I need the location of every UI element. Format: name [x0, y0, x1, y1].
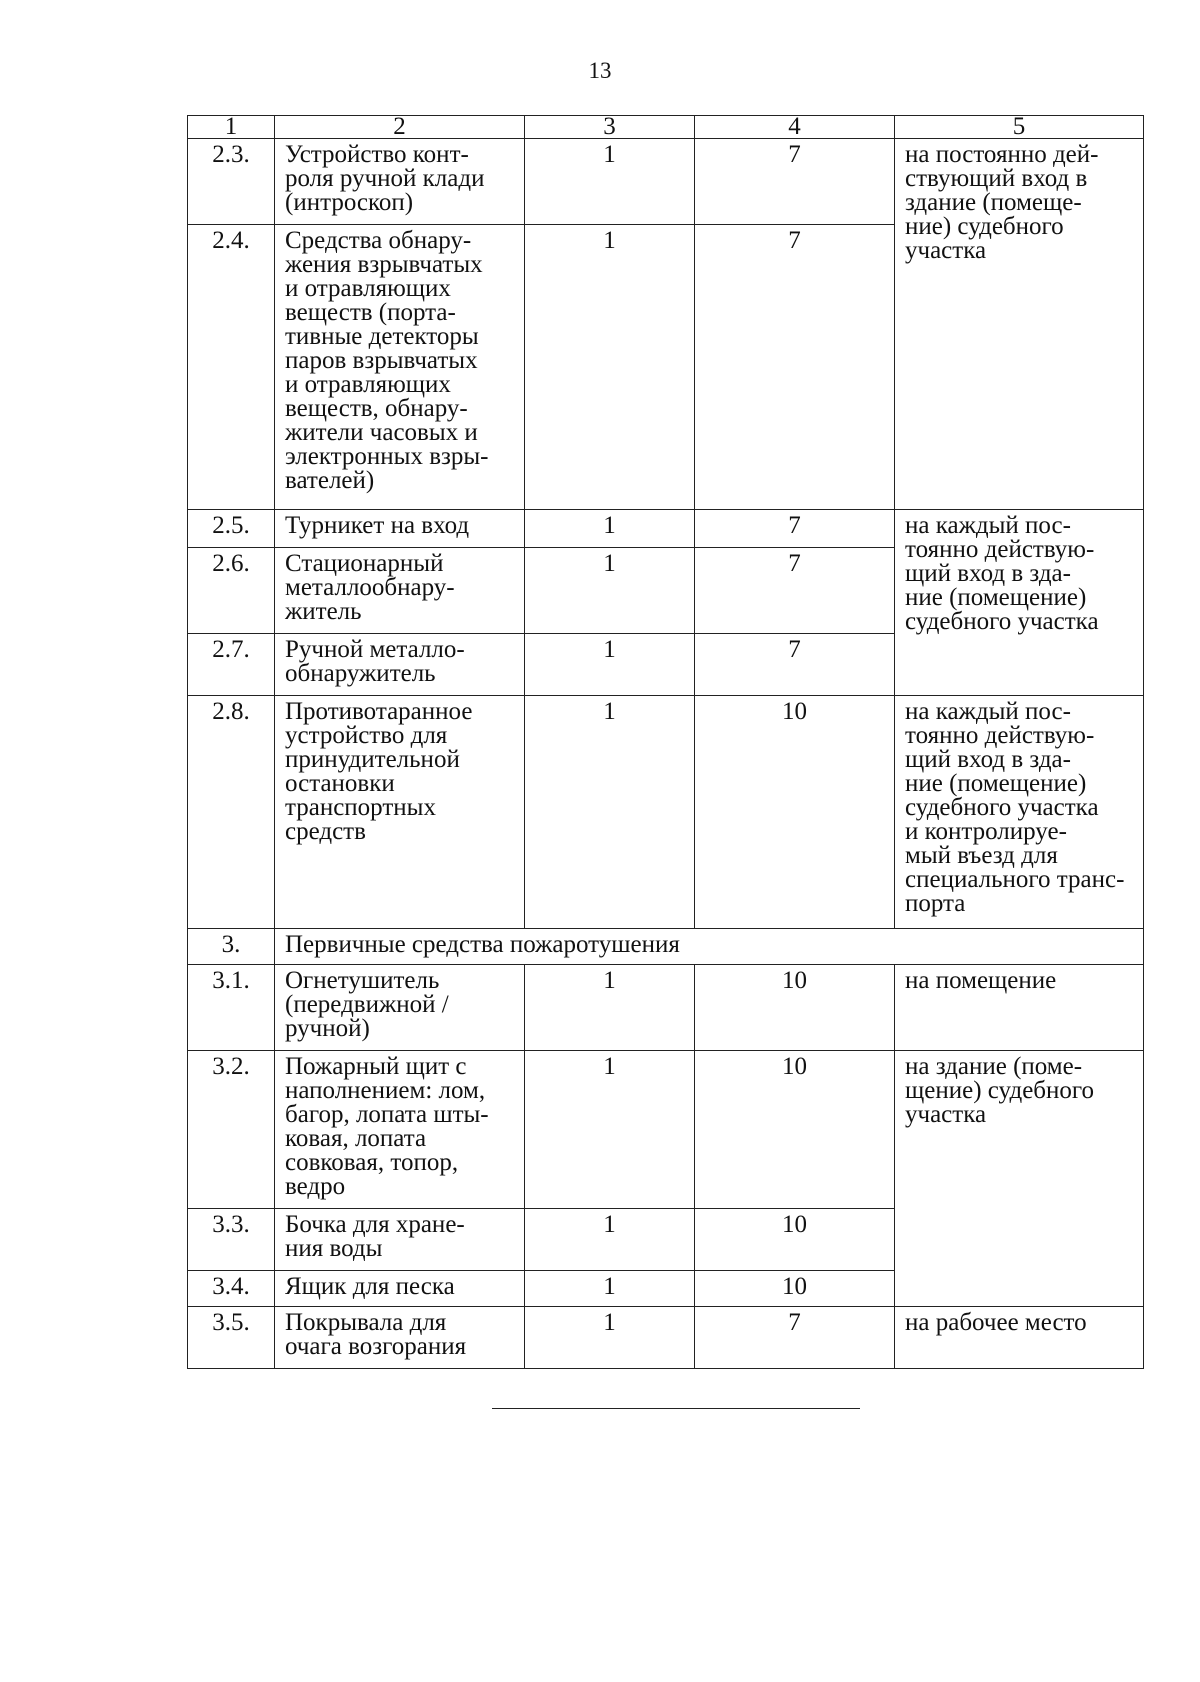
row-term: 7 [695, 510, 895, 548]
row-name-line: наполнением: лом, [285, 1077, 486, 1104]
row-number: 2.3. [188, 139, 275, 225]
row-name-line: средств [285, 818, 366, 845]
note-line: здание (помеще- [905, 189, 1082, 216]
note-line: судебного участка [905, 794, 1099, 821]
row-name-line: транспортных [285, 794, 436, 821]
row-name-line: роля ручной клади [285, 165, 485, 192]
row-term: 7 [695, 634, 895, 696]
footer-rule [492, 1408, 860, 1409]
row-name-line: тивные детекторы [285, 323, 479, 350]
note-line: участка [905, 237, 987, 264]
row-quantity: 1 [525, 965, 695, 1051]
row-name-line: ковая, лопата [285, 1125, 427, 1152]
section-title: Первичные средства пожаротушения [275, 929, 1144, 965]
table-row [188, 510, 1144, 548]
row-name-line: (интроскоп) [285, 189, 414, 216]
header-cell: 2 [275, 116, 525, 139]
row-term: 7 [695, 548, 895, 634]
note-line: тоянно действую- [905, 722, 1095, 749]
section-number: 3. [188, 929, 275, 965]
row-name-line: Ящик для песка [285, 1273, 455, 1300]
row-note [895, 1051, 1144, 1307]
row-name-line: ручной) [285, 1015, 370, 1042]
row-term: 10 [695, 965, 895, 1051]
row-name-line: Противотаранное [285, 698, 473, 725]
row-term: 7 [695, 225, 895, 510]
row-name-line: электронных взры- [285, 443, 489, 470]
row-quantity: 1 [525, 225, 695, 510]
note-line: на каждый пос- [905, 698, 1071, 725]
row-name-line: и отравляющих [285, 371, 451, 398]
row-name-line: устройство для [285, 722, 448, 749]
note-line: на каждый пос- [905, 512, 1071, 539]
row-name-line: очага возгорания [285, 1333, 467, 1360]
note-line: щение) судебного [905, 1077, 1095, 1104]
row-name-line: Средства обнару- [285, 227, 472, 254]
row-term: 10 [695, 1271, 895, 1307]
row-name-line: житель [285, 598, 362, 625]
row-number: 3.3. [188, 1209, 275, 1271]
note-line: на здание (поме- [905, 1053, 1083, 1080]
note-line: тоянно действую- [905, 536, 1095, 563]
row-quantity: 1 [525, 1051, 695, 1209]
row-name-line: вателей) [285, 467, 375, 494]
row-name-line: Устройство конт- [285, 141, 469, 168]
row-name-line: и отравляющих [285, 275, 451, 302]
row-name-line: веществ (порта- [285, 299, 456, 326]
note-line: ние (помещение) [905, 770, 1087, 797]
row-name-line: обнаружитель [285, 660, 436, 687]
row-name-line: багор, лопата шты- [285, 1101, 489, 1128]
row-number: 3.5. [188, 1307, 275, 1369]
row-note [895, 696, 1144, 929]
row-term: 10 [695, 1209, 895, 1271]
row-name [275, 634, 525, 696]
row-term: 7 [695, 1307, 895, 1369]
row-name-line: Покрывала для [285, 1309, 447, 1336]
note-line: и контролируе- [905, 818, 1067, 845]
note-line: участка [905, 1101, 987, 1128]
note-line: ствующий вход в [905, 165, 1088, 192]
row-quantity: 1 [525, 1209, 695, 1271]
table-row [188, 1051, 1144, 1209]
row-name-line: веществ, обнару- [285, 395, 468, 422]
header-cell: 5 [895, 116, 1144, 139]
table-row [188, 139, 1144, 225]
note-line: на рабочее место [905, 1309, 1087, 1336]
row-note [895, 1307, 1144, 1369]
row-name-line: (передвижной / [285, 991, 449, 1018]
row-name-line: Пожарный щит с [285, 1053, 467, 1080]
header-cell: 3 [525, 116, 695, 139]
row-name-line: принудительной [285, 746, 460, 773]
equipment-table [187, 115, 1144, 1369]
row-number: 2.6. [188, 548, 275, 634]
row-quantity: 1 [525, 139, 695, 225]
header-cell: 1 [188, 116, 275, 139]
row-name-line: ния воды [285, 1235, 383, 1262]
row-name-line: жения взрывчатых [285, 251, 483, 278]
row-note [895, 965, 1144, 1051]
row-term: 10 [695, 1051, 895, 1209]
note-line: на помещение [905, 967, 1057, 994]
row-number: 3.1. [188, 965, 275, 1051]
row-name-line: паров взрывчатых [285, 347, 478, 374]
row-name-line: совковая, топор, [285, 1149, 459, 1176]
note-line: специального транс- [905, 866, 1125, 893]
row-term: 7 [695, 139, 895, 225]
row-name [275, 965, 525, 1051]
row-name [275, 548, 525, 634]
row-number: 2.5. [188, 510, 275, 548]
table-row [188, 696, 1144, 929]
table-row [188, 965, 1144, 1051]
row-quantity: 1 [525, 510, 695, 548]
row-term: 10 [695, 696, 895, 929]
section-row [188, 929, 1144, 965]
row-name [275, 510, 525, 548]
row-quantity: 1 [525, 548, 695, 634]
table-header-row [188, 116, 1144, 139]
row-quantity: 1 [525, 634, 695, 696]
table-row [188, 1307, 1144, 1369]
row-name [275, 225, 525, 510]
row-number: 2.4. [188, 225, 275, 510]
row-name [275, 1051, 525, 1209]
row-name-line: Огнетушитель [285, 967, 440, 994]
note-line: ние) судебного [905, 213, 1064, 240]
note-line: порта [905, 890, 966, 917]
note-line: ние (помещение) [905, 584, 1087, 611]
row-name [275, 696, 525, 929]
note-line: щий вход в зда- [905, 746, 1071, 773]
row-name [275, 1307, 525, 1369]
row-name-line: Стационарный [285, 550, 444, 577]
row-name-line: остановки [285, 770, 395, 797]
row-number: 2.7. [188, 634, 275, 696]
row-number: 3.4. [188, 1271, 275, 1307]
row-number: 3.2. [188, 1051, 275, 1209]
page-number: 13 [588, 58, 612, 83]
row-quantity: 1 [525, 1271, 695, 1307]
note-line: мый въезд для [905, 842, 1058, 869]
note-line: судебного участка [905, 608, 1099, 635]
row-name-line: Турникет на вход [285, 512, 470, 539]
header-cell: 4 [695, 116, 895, 139]
row-note [895, 510, 1144, 696]
row-name-line: Бочка для хране- [285, 1211, 465, 1238]
row-name [275, 139, 525, 225]
row-name-line: Ручной металло- [285, 636, 465, 663]
row-name [275, 1271, 525, 1307]
row-name-line: жители часовых и [285, 419, 478, 446]
row-name-line: ведро [285, 1173, 346, 1200]
note-line: щий вход в зда- [905, 560, 1071, 587]
row-quantity: 1 [525, 696, 695, 929]
row-note [895, 139, 1144, 510]
row-name-line: металлообнару- [285, 574, 455, 601]
row-name [275, 1209, 525, 1271]
note-line: на постоянно дей- [905, 141, 1099, 168]
row-quantity: 1 [525, 1307, 695, 1369]
row-number: 2.8. [188, 696, 275, 929]
